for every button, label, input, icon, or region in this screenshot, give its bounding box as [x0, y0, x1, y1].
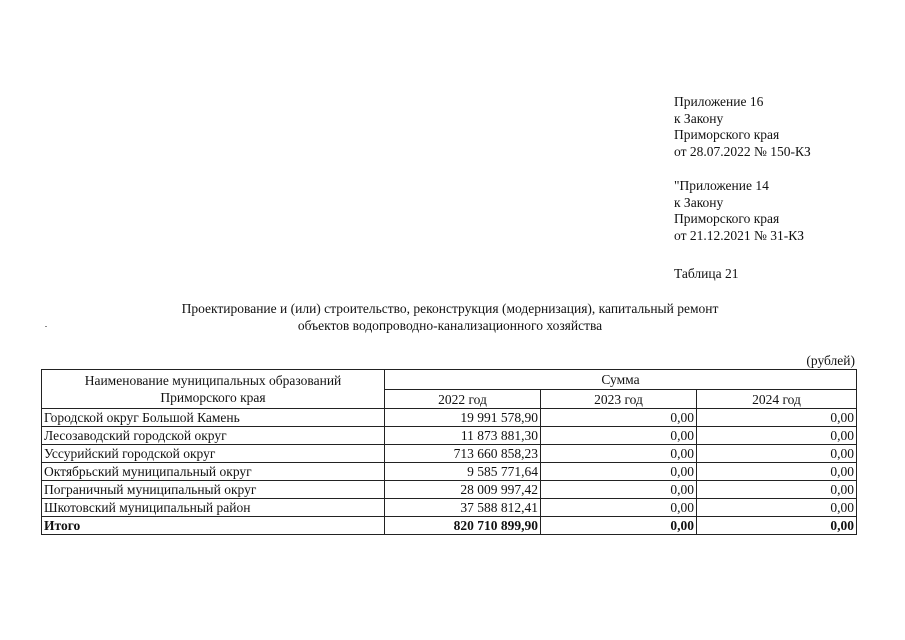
row-name: Уссурийский городской округ — [42, 445, 385, 463]
row-value-2024: 0,00 — [697, 409, 857, 427]
annex-current-line: Приложение 16 — [674, 94, 764, 109]
row-value-2024: 0,00 — [697, 427, 857, 445]
row-name: Лесозаводский городской округ — [42, 427, 385, 445]
annex-previous-line: Приморского края — [674, 211, 780, 226]
annex-previous-line: к Закону — [674, 194, 724, 210]
total-row — [42, 517, 857, 535]
header-sum: Сумма — [385, 370, 857, 390]
document-title — [100, 300, 800, 334]
annex-current — [674, 94, 811, 160]
total-value-2024: 0,00 — [697, 517, 857, 535]
table-number: Таблица 21 — [674, 266, 739, 281]
row-value-2023: 0,00 — [541, 445, 697, 463]
row-value-2023: 0,00 — [541, 409, 697, 427]
row-name: Октябрьский муниципальный округ — [42, 463, 385, 481]
annex-header — [674, 94, 811, 244]
header-municipality-line: Наименование муниципальных образований — [84, 373, 342, 388]
header-year-2023: 2023 год — [541, 390, 697, 409]
row-value-2022: 28 009 997,42 — [385, 481, 541, 499]
row-value-2024: 0,00 — [697, 481, 857, 499]
table-row — [42, 499, 857, 517]
table-row — [42, 481, 857, 499]
row-value-2022: 713 660 858,23 — [385, 445, 541, 463]
row-value-2023: 0,00 — [541, 499, 697, 517]
document-title-line: объектов водопроводно-канализационного хозяйства — [297, 318, 603, 333]
row-value-2022: 9 585 771,64 — [385, 463, 541, 481]
row-name: Городской округ Большой Камень — [42, 409, 385, 427]
row-value-2023: 0,00 — [541, 481, 697, 499]
total-value-2022: 820 710 899,90 — [385, 517, 541, 535]
row-name: Пограничный муниципальный округ — [42, 481, 385, 499]
row-value-2024: 0,00 — [697, 445, 857, 463]
row-value-2022: 11 873 881,30 — [385, 427, 541, 445]
total-label: Итого — [42, 517, 385, 535]
annex-current-line: Приморского края — [674, 127, 780, 142]
row-value-2023: 0,00 — [541, 427, 697, 445]
scan-speck — [45, 326, 47, 327]
row-value-2023: 0,00 — [541, 463, 697, 481]
table-row — [42, 463, 857, 481]
annex-previous — [674, 178, 811, 244]
table-row — [42, 409, 857, 427]
total-value-2023: 0,00 — [541, 517, 697, 535]
annex-previous-line: от 21.12.2021 № 31-КЗ — [674, 227, 804, 243]
funding-table — [41, 369, 857, 535]
table-row — [42, 445, 857, 463]
document-title-line: Проектирование и (или) строительство, реконструкция (модернизация), капитальный ремонт — [181, 301, 719, 316]
annex-current-line: к Закону — [674, 110, 724, 126]
row-name: Шкотовский муниципальный район — [42, 499, 385, 517]
row-value-2024: 0,00 — [697, 463, 857, 481]
annex-current-line: от 28.07.2022 № 150-КЗ — [674, 143, 811, 159]
header-municipality — [42, 370, 385, 409]
header-municipality-line: Приморского края — [160, 390, 266, 405]
row-value-2022: 37 588 812,41 — [385, 499, 541, 517]
annex-previous-line: "Приложение 14 — [674, 178, 769, 193]
header-year-2024: 2024 год — [697, 390, 857, 409]
unit-label: (рублей) — [806, 353, 855, 368]
row-value-2024: 0,00 — [697, 499, 857, 517]
table-row — [42, 427, 857, 445]
row-value-2022: 19 991 578,90 — [385, 409, 541, 427]
header-year-2022: 2022 год — [385, 390, 541, 409]
